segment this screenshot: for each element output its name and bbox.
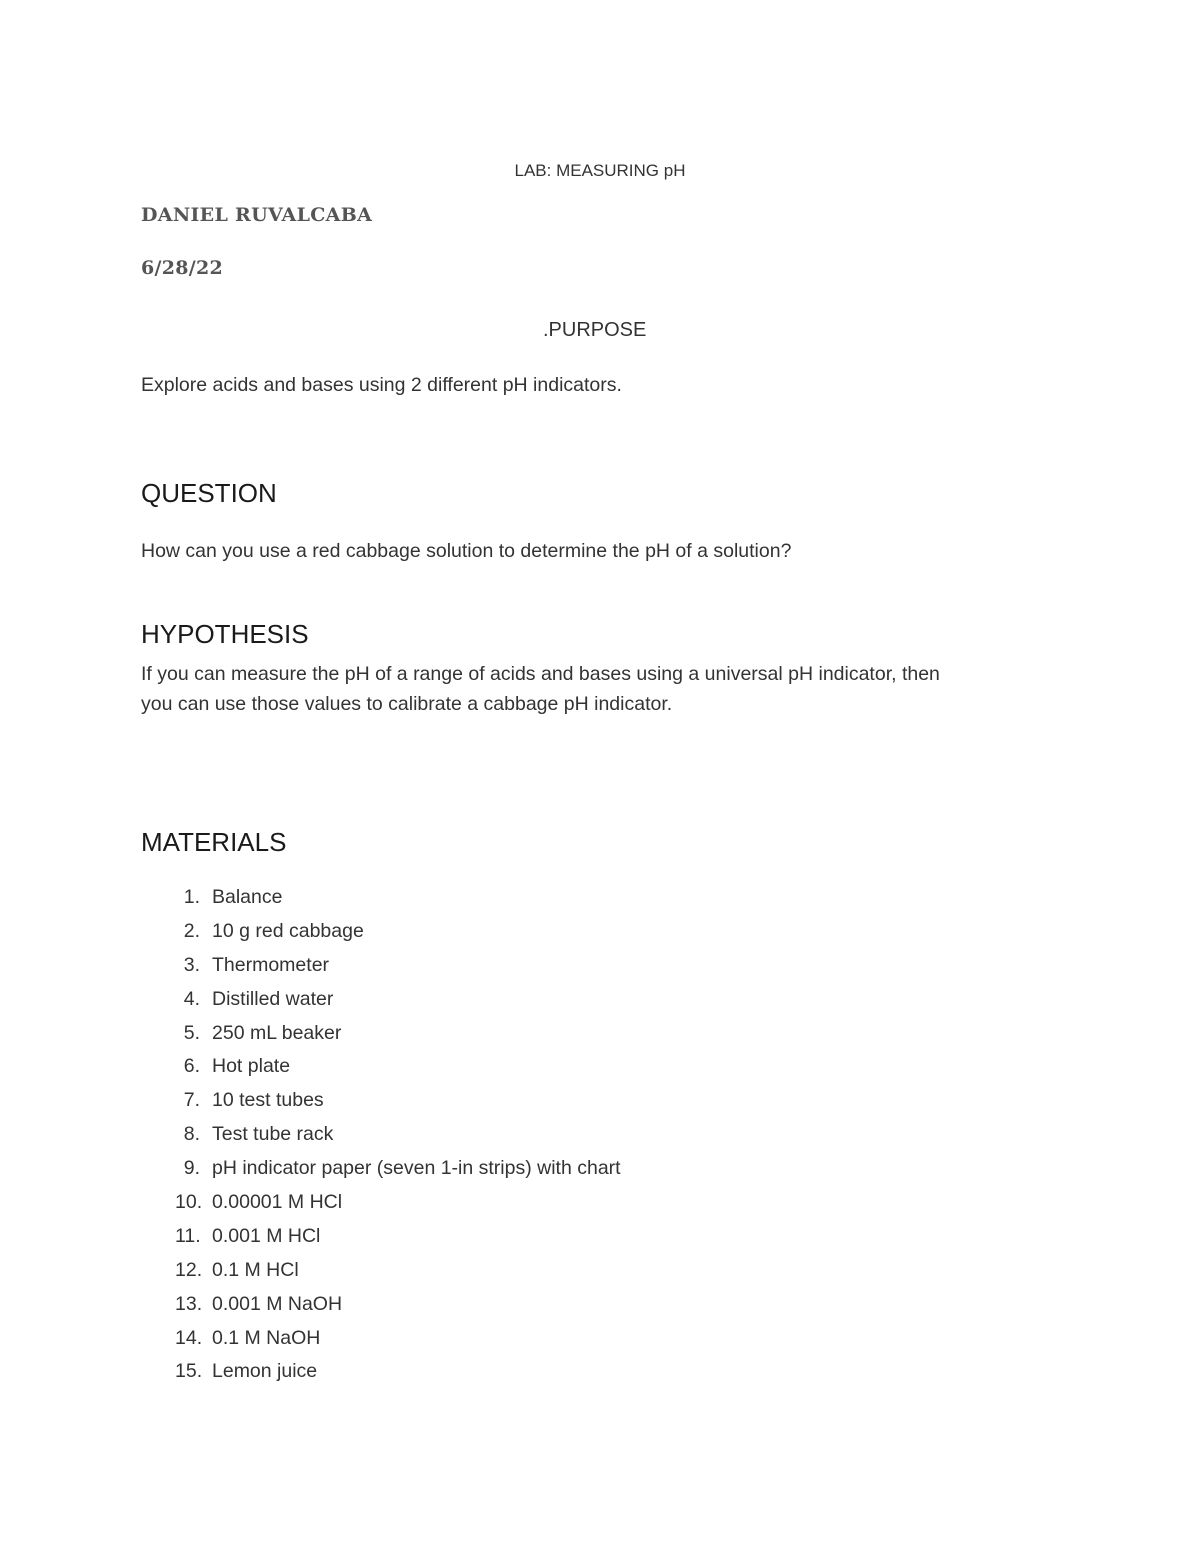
list-number: 2. (183, 919, 200, 942)
list-item-text: 0.1 M HCl (212, 1258, 299, 1281)
list-item-text: Distilled water (212, 987, 334, 1010)
list-item (141, 1022, 621, 1056)
list-item-text: Lemon juice (212, 1360, 318, 1383)
list-number: 3. (183, 953, 200, 976)
list-item (141, 1327, 621, 1361)
materials-list (141, 886, 621, 1394)
list-number: 11. (175, 1224, 201, 1247)
list-item-text: 10 g red cabbage (212, 919, 364, 942)
list-number: 15. (175, 1360, 203, 1383)
list-item-text: 0.1 M NaOH (212, 1326, 321, 1349)
list-item (141, 954, 621, 988)
list-item-text: 0.001 M NaOH (212, 1292, 343, 1315)
list-number: 1. (183, 886, 200, 908)
list-item (141, 920, 621, 954)
list-item-text: Hot plate (212, 1055, 291, 1078)
lab-title: LAB: MEASURING pH (514, 161, 686, 180)
list-item (141, 1191, 621, 1225)
materials-heading: MATERIALS (141, 827, 287, 857)
list-item (141, 1293, 621, 1327)
list-item-text: Test tube rack (212, 1123, 334, 1146)
list-item-text: Thermometer (212, 953, 330, 976)
list-number: 14. (175, 1326, 203, 1349)
list-number: 13. (175, 1292, 203, 1315)
list-number: 4. (183, 987, 200, 1010)
list-number: 9. (183, 1157, 200, 1180)
question-text: How can you use a red cabbage solution to determine the pH of a solution? (141, 540, 792, 562)
list-item (141, 1123, 621, 1157)
list-item-text: 0.001 M HCl (212, 1224, 321, 1247)
list-item (141, 886, 621, 920)
list-item-text: pH indicator paper (seven 1-in strips) with chart (212, 1157, 621, 1180)
list-item (141, 988, 621, 1022)
list-item-text: 250 mL beaker (212, 1021, 342, 1044)
list-number: 5. (183, 1021, 200, 1044)
list-number: 6. (183, 1055, 200, 1078)
list-item-text: Balance (212, 886, 283, 908)
list-number: 7. (183, 1089, 200, 1112)
hypothesis-line-1: If you can measure the pH of a range of acids and bases using a universal pH indicator, then (141, 663, 940, 685)
question-heading: QUESTION (141, 478, 277, 508)
hypothesis-heading: HYPOTHESIS (141, 619, 309, 649)
list-item-text: 10 test tubes (212, 1089, 324, 1112)
list-number: 8. (183, 1123, 200, 1146)
list-item (141, 1259, 621, 1293)
purpose-heading: .PURPOSE (543, 319, 647, 341)
list-item-text: 0.00001 M HCl (212, 1191, 343, 1214)
list-number: 12. (175, 1258, 203, 1281)
purpose-text: Explore acids and bases using 2 different pH indicators. (141, 374, 622, 396)
list-item (141, 1157, 621, 1191)
hypothesis-text (141, 659, 1061, 719)
list-item (141, 1089, 621, 1123)
list-item (141, 1225, 621, 1259)
report-date: 6/28/22 (141, 257, 224, 279)
hypothesis-line-2: you can use those values to calibrate a cabbage pH indicator. (141, 693, 673, 715)
list-item (141, 1360, 621, 1394)
list-number: 10. (175, 1191, 203, 1214)
author-name: DANIEL RUVALCABA (141, 204, 373, 226)
list-item (141, 1055, 621, 1089)
